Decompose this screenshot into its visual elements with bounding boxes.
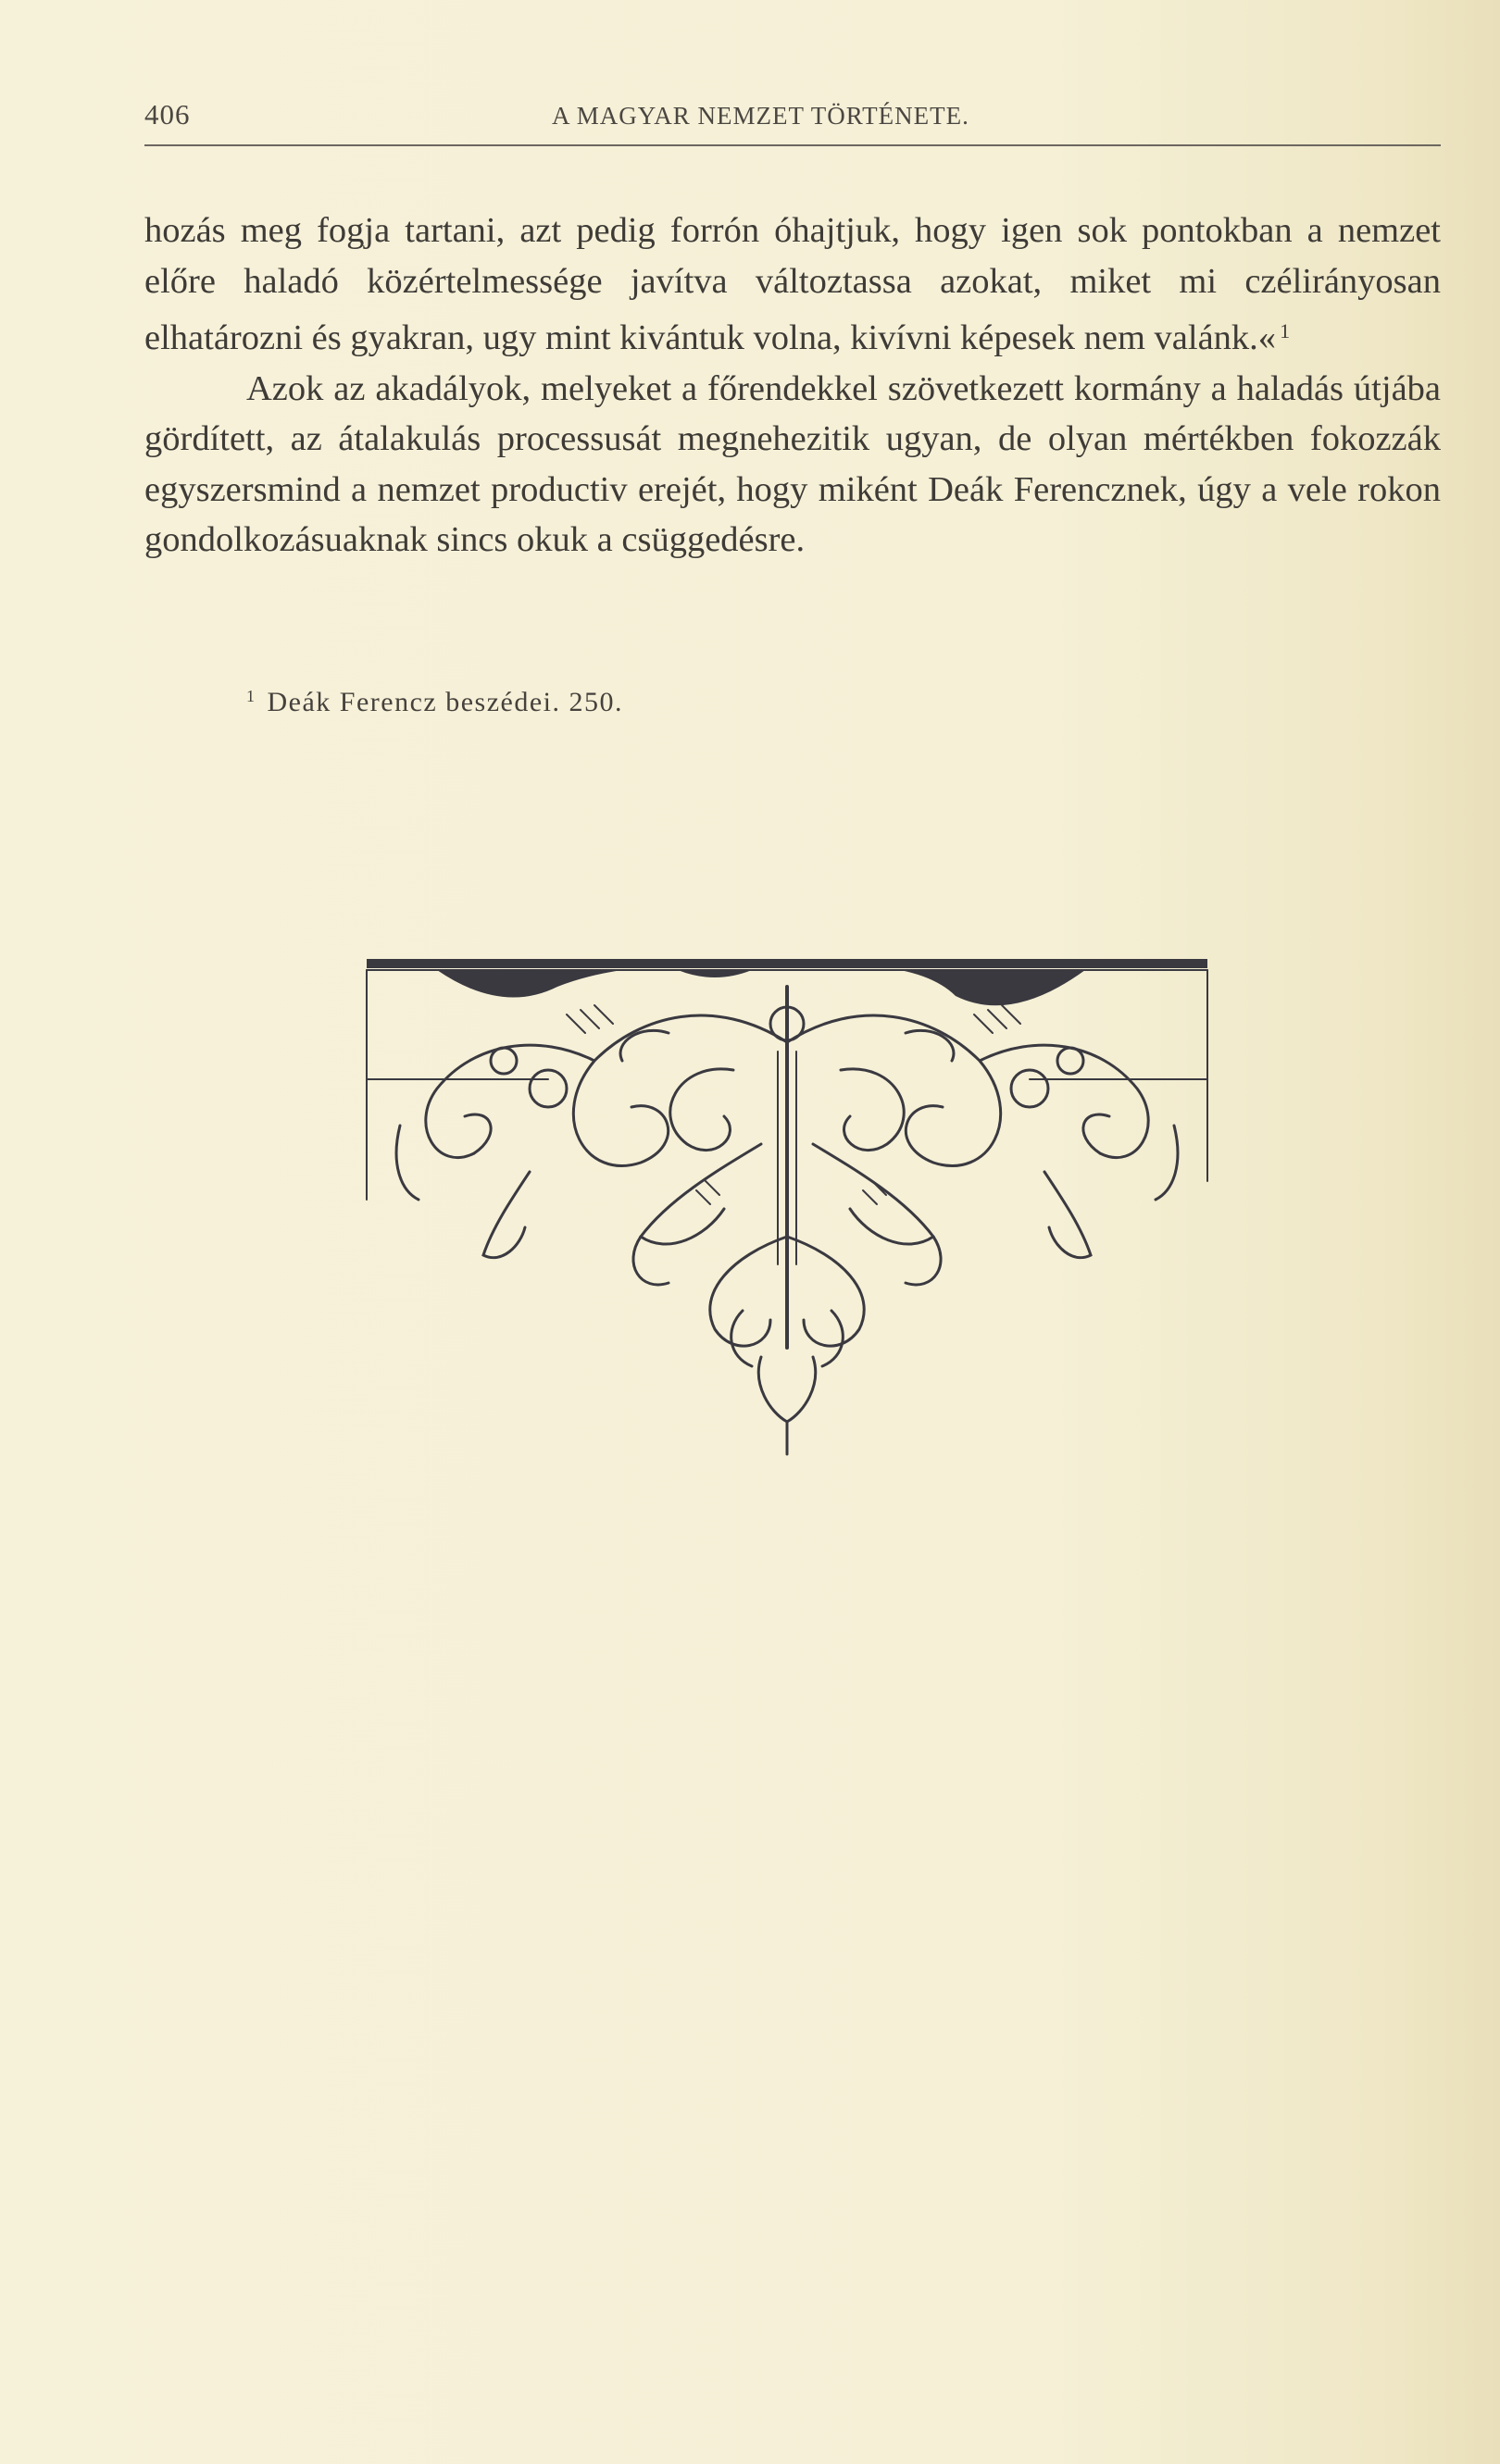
body-text: [144, 205, 1441, 566]
page-number: 406: [144, 98, 191, 131]
footnote-text: Deák Ferencz beszédei. 250.: [267, 687, 624, 717]
running-head: A MAGYAR NEMZET TÖRTÉNETE.: [552, 102, 969, 130]
page-header: [144, 98, 1441, 135]
ornamental-tailpiece-icon: [363, 959, 1211, 1459]
footnote-reference: 1: [1280, 319, 1291, 342]
paragraph-text: hozás meg fogja tartani, azt pedig forrón óhajtjuk, hogy igen sok pontokban a nemzet előre haladó közértelmessége javítva változtassa azokat, miket mi czélirányosan elhatározni és gyakran, ugy mint kivántuk volna, kivívni képesek nem valánk.«: [144, 211, 1441, 357]
footnote: [246, 687, 623, 718]
paragraph: Azok az akadályok, melyeket a főrendekkel szövetkezett kormány a haladás útjába gördített, az átalakulás processusát megnehezitik ugyan, de olyan mértékben fokozzák egyszersmind a nemzet productiv erejét, hogy miként Deák Ferencznek, úgy a vele rokon gondolkozásuaknak sincs okuk a csüggedésre.: [144, 368, 1441, 559]
footnote-mark: 1: [246, 687, 256, 705]
paragraph: [144, 205, 1441, 364]
header-rule: [144, 144, 1441, 146]
